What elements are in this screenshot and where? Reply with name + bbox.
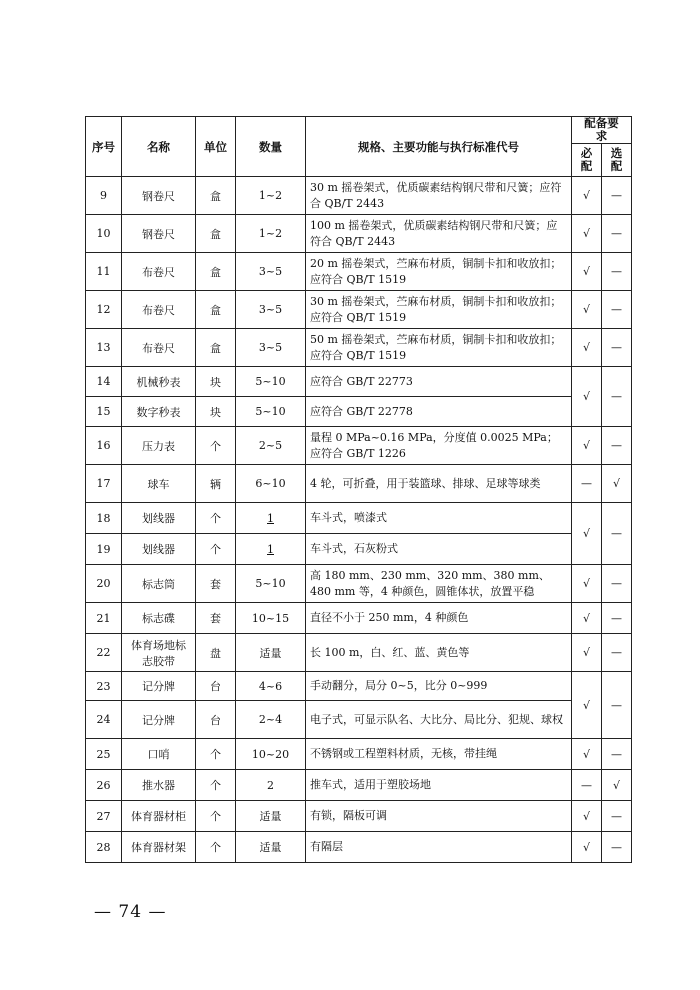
cell-optional: —: [602, 177, 632, 215]
cell-optional: —: [602, 503, 632, 565]
header-qty: 数量: [236, 117, 306, 177]
table-row: [86, 739, 632, 770]
cell-name: 体育场地标志胶带: [122, 634, 196, 672]
table-row: [86, 397, 632, 427]
cell-no: 17: [86, 465, 122, 503]
cell-spec: 不锈钢或工程塑料材质，无核，带挂绳: [306, 739, 572, 770]
cell-optional: —: [602, 565, 632, 603]
cell-spec: 应符合 GB/T 22778: [306, 397, 572, 427]
cell-qty: 1~2: [236, 215, 306, 253]
cell-name: 布卷尺: [122, 329, 196, 367]
cell-unit: 盒: [196, 329, 236, 367]
cell-must: √: [572, 565, 602, 603]
cell-name: 记分牌: [122, 701, 196, 739]
cell-no: 14: [86, 367, 122, 397]
cell-no: 28: [86, 832, 122, 863]
cell-qty: 5~10: [236, 367, 306, 397]
cell-must: √: [572, 367, 602, 427]
header-name: 名称: [122, 117, 196, 177]
cell-name: 推水器: [122, 770, 196, 801]
cell-must: —: [572, 770, 602, 801]
table-row: [86, 177, 632, 215]
table-row: [86, 465, 632, 503]
cell-name: 机械秒表: [122, 367, 196, 397]
cell-no: 19: [86, 534, 122, 565]
cell-name: 钢卷尺: [122, 215, 196, 253]
cell-qty: 适量: [236, 801, 306, 832]
cell-qty: 2~5: [236, 427, 306, 465]
cell-unit: 台: [196, 672, 236, 701]
cell-name: 标志筒: [122, 565, 196, 603]
cell-spec: 电子式，可显示队名、大比分、局比分、犯规、球权: [306, 701, 572, 739]
cell-qty: 5~10: [236, 565, 306, 603]
cell-name: 布卷尺: [122, 253, 196, 291]
cell-no: 24: [86, 701, 122, 739]
cell-qty: 10~15: [236, 603, 306, 634]
cell-optional: —: [602, 215, 632, 253]
header-no: 序号: [86, 117, 122, 177]
cell-qty: 适量: [236, 832, 306, 863]
cell-spec: 推车式，适用于塑胶场地: [306, 770, 572, 801]
cell-spec: 直径不小于 250 mm，4 种颜色: [306, 603, 572, 634]
cell-must: √: [572, 329, 602, 367]
cell-unit: 套: [196, 603, 236, 634]
cell-qty: 6~10: [236, 465, 306, 503]
cell-must: √: [572, 672, 602, 739]
cell-no: 23: [86, 672, 122, 701]
cell-no: 15: [86, 397, 122, 427]
cell-spec: 4 轮，可折叠，用于装篮球、排球、足球等球类: [306, 465, 572, 503]
cell-must: √: [572, 177, 602, 215]
table-row: [86, 367, 632, 397]
cell-name: 标志碟: [122, 603, 196, 634]
cell-spec: 30 m 摇卷架式，优质碳素结构钢尺带和尺簧；应符合 QB/T 2443: [306, 177, 572, 215]
cell-spec: 100 m 摇卷架式，优质碳素结构钢尺带和尺簧；应符合 QB/T 2443: [306, 215, 572, 253]
cell-must: √: [572, 634, 602, 672]
cell-qty: 10~20: [236, 739, 306, 770]
cell-must: √: [572, 253, 602, 291]
cell-optional: —: [602, 367, 632, 427]
cell-name: 钢卷尺: [122, 177, 196, 215]
cell-name: 口哨: [122, 739, 196, 770]
cell-name: 体育器材柜: [122, 801, 196, 832]
cell-no: 16: [86, 427, 122, 465]
cell-must: √: [572, 215, 602, 253]
table-row: [86, 291, 632, 329]
cell-qty: 5~10: [236, 397, 306, 427]
cell-optional: —: [602, 329, 632, 367]
cell-unit: 块: [196, 397, 236, 427]
cell-name: 记分牌: [122, 672, 196, 701]
cell-must: √: [572, 291, 602, 329]
header-unit: 单位: [196, 117, 236, 177]
cell-no: 12: [86, 291, 122, 329]
cell-spec: 20 m 摇卷架式，苎麻布材质，铜制卡扣和收放扣；应符合 QB/T 1519: [306, 253, 572, 291]
cell-no: 25: [86, 739, 122, 770]
cell-unit: 个: [196, 427, 236, 465]
cell-no: 9: [86, 177, 122, 215]
cell-unit: 个: [196, 503, 236, 534]
cell-unit: 盘: [196, 634, 236, 672]
cell-no: 22: [86, 634, 122, 672]
cell-unit: 台: [196, 701, 236, 739]
cell-unit: 个: [196, 739, 236, 770]
cell-qty: 3~5: [236, 253, 306, 291]
cell-spec: 车斗式，石灰粉式: [306, 534, 572, 565]
cell-qty: 2: [236, 770, 306, 801]
cell-spec: 手动翻分，局分 0~5，比分 0~999: [306, 672, 572, 701]
cell-name: 划线器: [122, 503, 196, 534]
cell-optional: —: [602, 801, 632, 832]
equipment-table: [85, 116, 632, 863]
cell-optional: —: [602, 739, 632, 770]
cell-must: √: [572, 739, 602, 770]
table-row: [86, 770, 632, 801]
table-row: [86, 701, 632, 739]
cell-unit: 盒: [196, 177, 236, 215]
cell-qty: 适量: [236, 634, 306, 672]
header-optional: 选配: [602, 144, 632, 177]
cell-spec: 高 180 mm、230 mm、320 mm、380 mm、480 mm 等，4 种颜色，圆锥体状，放置平稳: [306, 565, 572, 603]
cell-must: √: [572, 603, 602, 634]
cell-name: 体育器材架: [122, 832, 196, 863]
table-row: [86, 832, 632, 863]
cell-spec: 30 m 摇卷架式，苎麻布材质，铜制卡扣和收放扣；应符合 QB/T 1519: [306, 291, 572, 329]
cell-unit: 盒: [196, 253, 236, 291]
cell-no: 27: [86, 801, 122, 832]
cell-no: 13: [86, 329, 122, 367]
cell-no: 11: [86, 253, 122, 291]
header-requirement: 配备要求: [572, 117, 632, 144]
table-row: [86, 603, 632, 634]
cell-optional: —: [602, 672, 632, 739]
cell-qty: 2~4: [236, 701, 306, 739]
cell-unit: 个: [196, 832, 236, 863]
table-row: [86, 253, 632, 291]
cell-qty: 3~5: [236, 291, 306, 329]
cell-spec: 长 100 m，白、红、蓝、黄色等: [306, 634, 572, 672]
cell-spec: 量程 0 MPa~0.16 MPa，分度值 0.0025 MPa；应符合 GB/T 1226: [306, 427, 572, 465]
table-row: [86, 329, 632, 367]
cell-optional: —: [602, 291, 632, 329]
table-row: [86, 565, 632, 603]
cell-unit: 个: [196, 770, 236, 801]
cell-spec: 车斗式，喷漆式: [306, 503, 572, 534]
cell-optional: √: [602, 770, 632, 801]
cell-qty: 3~5: [236, 329, 306, 367]
cell-must: √: [572, 832, 602, 863]
header-must: 必配: [572, 144, 602, 177]
table-row: [86, 634, 632, 672]
cell-unit: 套: [196, 565, 236, 603]
cell-name: 球车: [122, 465, 196, 503]
cell-optional: —: [602, 603, 632, 634]
cell-unit: 个: [196, 534, 236, 565]
cell-qty: 1: [236, 534, 306, 565]
header-spec: 规格、主要功能与执行标准代号: [306, 117, 572, 177]
page-number: — 74 —: [94, 902, 167, 922]
cell-spec: 有锁，隔板可调: [306, 801, 572, 832]
table-row: [86, 427, 632, 465]
table-row: [86, 534, 632, 565]
cell-name: 压力表: [122, 427, 196, 465]
cell-must: √: [572, 801, 602, 832]
cell-optional: —: [602, 832, 632, 863]
cell-spec: 有隔层: [306, 832, 572, 863]
cell-optional: —: [602, 427, 632, 465]
cell-name: 布卷尺: [122, 291, 196, 329]
cell-no: 26: [86, 770, 122, 801]
cell-must: —: [572, 465, 602, 503]
cell-optional: —: [602, 634, 632, 672]
table-row: [86, 801, 632, 832]
cell-qty: 1: [236, 503, 306, 534]
cell-qty: 4~6: [236, 672, 306, 701]
cell-unit: 块: [196, 367, 236, 397]
cell-no: 21: [86, 603, 122, 634]
cell-unit: 辆: [196, 465, 236, 503]
table-row: [86, 672, 632, 701]
cell-spec: 应符合 GB/T 22773: [306, 367, 572, 397]
cell-optional: —: [602, 253, 632, 291]
cell-unit: 盒: [196, 291, 236, 329]
cell-name: 数字秒表: [122, 397, 196, 427]
cell-optional: √: [602, 465, 632, 503]
cell-no: 10: [86, 215, 122, 253]
cell-name: 划线器: [122, 534, 196, 565]
cell-no: 18: [86, 503, 122, 534]
cell-qty: 1~2: [236, 177, 306, 215]
cell-must: √: [572, 503, 602, 565]
table-row: [86, 503, 632, 534]
cell-no: 20: [86, 565, 122, 603]
cell-unit: 个: [196, 801, 236, 832]
table-row: [86, 215, 632, 253]
cell-must: √: [572, 427, 602, 465]
cell-spec: 50 m 摇卷架式，苎麻布材质，铜制卡扣和收放扣；应符合 QB/T 1519: [306, 329, 572, 367]
cell-unit: 盒: [196, 215, 236, 253]
